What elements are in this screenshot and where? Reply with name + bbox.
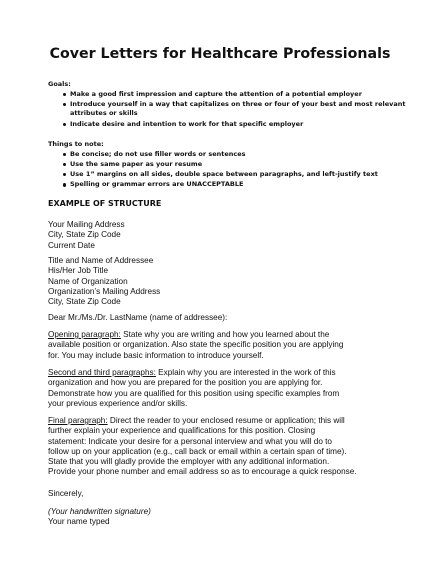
bullet-icon	[63, 103, 66, 106]
middle-label: Second and third paragraphs:	[48, 368, 156, 377]
page-title: Cover Letters for Healthcare Professionals	[49, 46, 391, 62]
opening-text: available position or organization. Also state the specific position you are applying	[48, 340, 344, 350]
example-heading: EXAMPLE OF STRUCTURE	[48, 199, 162, 208]
typed-name: Your name typed	[48, 517, 110, 527]
final-text: Direct the reader to your enclosed resume or application; this will	[107, 416, 345, 425]
recipient-line: His/Her Job Title	[48, 266, 109, 276]
things-item-text: Spelling or grammar errors are UNACCEPTABLE	[70, 180, 244, 189]
goals-section	[48, 80, 406, 130]
middle-text: your previous experience and/or skills.	[48, 398, 188, 408]
final-text: statement: Indicate your desire for a personal interview and what you will do to	[48, 436, 332, 446]
things-item-text: Use the same paper as your resume	[70, 159, 203, 168]
things-item-text: Use 1” margins on all sides, double space between paragraphs, and left-justify text	[70, 170, 378, 179]
final-text: State that you will gladly provide the employer with any additional information.	[48, 457, 330, 467]
goals-label: Goals:	[48, 80, 71, 88]
final-text: further explain your experience and qualifications for this position. Closing	[48, 426, 316, 436]
recipient-block	[48, 256, 398, 307]
middle-text: Demonstrate how you are qualified for this position using specific examples from	[48, 388, 340, 398]
goals-item-text: Indicate desire and intention to work for that specific employer	[70, 119, 304, 128]
things-item	[48, 180, 398, 190]
bullet-icon	[63, 173, 66, 176]
signature-placeholder: (Your handwritten signature)	[48, 507, 151, 516]
recipient-line: Organization’s Mailing Address	[48, 286, 161, 296]
goals-item-text: Make a good first impression and capture the attention of a potential employer	[70, 89, 362, 98]
recipient-line: Name of Organization	[48, 276, 128, 286]
recipient-line: City, State Zip Code	[48, 297, 121, 307]
signature-block	[48, 507, 398, 528]
things-list	[48, 150, 398, 190]
middle-paragraph	[48, 368, 398, 409]
opening-label: Opening paragraph:	[48, 330, 121, 339]
bullet-icon	[63, 183, 66, 186]
final-text: Provide your phone number and email address so as to encourage a quick response.	[48, 467, 357, 477]
goals-item-text: attributes or skills	[70, 109, 138, 118]
things-item-text: Be concise; do not use filler words or sentences	[70, 149, 246, 158]
opening-text: State why you are writing and how you learned about the	[120, 330, 330, 339]
salutation: Dear Mr./Ms./Dr. LastName (name of addressee):	[48, 313, 228, 322]
recipient-line: Title and Name of Addressee	[48, 256, 154, 265]
things-item	[48, 160, 398, 170]
middle-text: organization and how you are prepared for the position you are applying for.	[48, 378, 323, 388]
things-item	[48, 150, 398, 160]
bullet-icon	[63, 93, 66, 96]
things-label: Things to note:	[48, 140, 104, 148]
sender-line: City, State Zip Code	[48, 230, 121, 240]
sender-line: Current Date	[48, 240, 95, 250]
final-label: Final paragraph:	[48, 416, 108, 425]
opening-paragraph	[48, 330, 398, 361]
goals-item	[48, 120, 398, 130]
bullet-icon	[63, 153, 66, 156]
final-text: follow up on your application (e.g., call back or email within a certain span of time).	[48, 446, 347, 456]
closing: Sincerely,	[48, 489, 84, 498]
goals-list	[48, 89, 406, 130]
goals-item-text: Introduce yourself in a way that capitalizes on three or four of your best and most relevant	[70, 99, 406, 108]
final-paragraph	[48, 416, 398, 478]
bullet-icon	[63, 163, 66, 166]
things-section	[48, 140, 398, 191]
opening-text: for. You may include basic information to introduce yourself.	[48, 350, 264, 360]
goals-item	[48, 99, 406, 119]
bullet-icon	[63, 123, 66, 126]
sender-line: Your Mailing Address	[48, 220, 125, 229]
middle-text: Explain why you are interested in the work of this	[155, 368, 336, 377]
sender-block	[48, 220, 398, 251]
goals-item	[48, 90, 398, 100]
things-item	[48, 170, 398, 180]
